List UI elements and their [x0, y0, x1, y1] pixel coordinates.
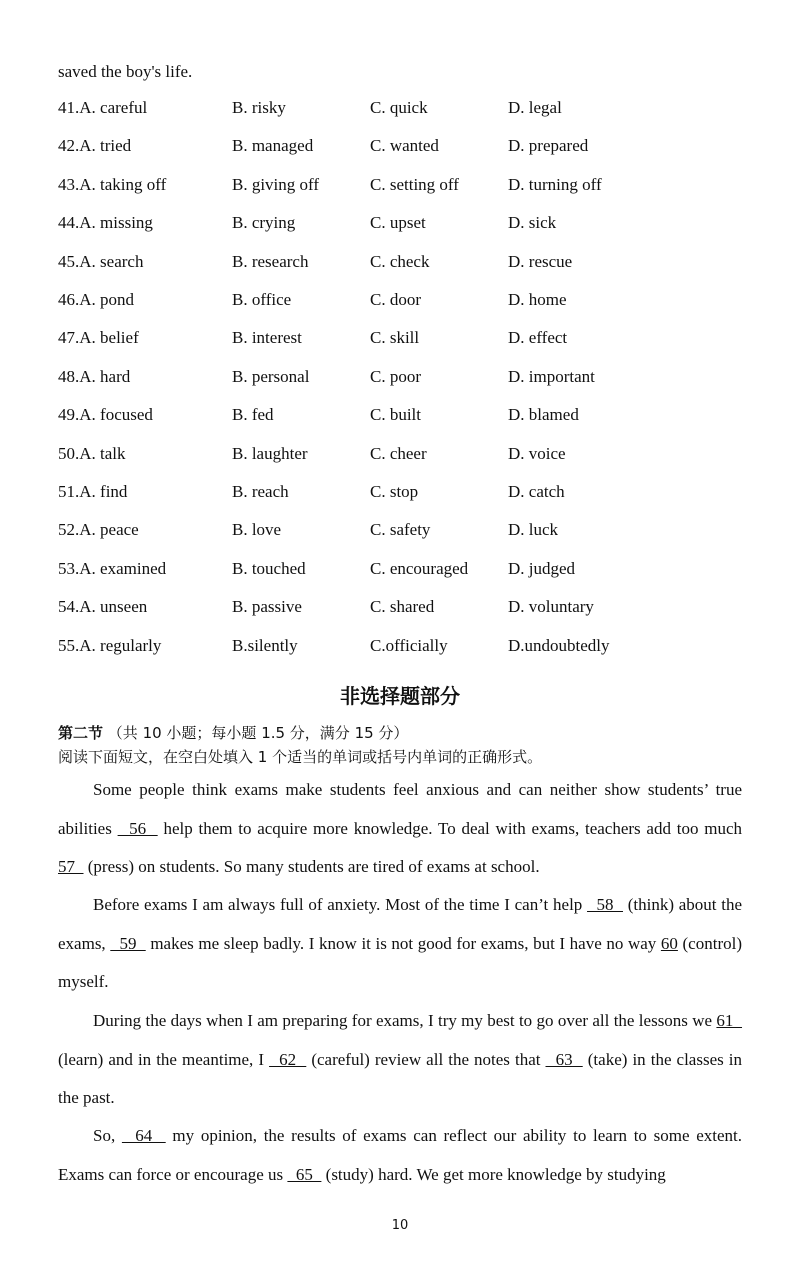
- option-c: C. encouraged: [370, 558, 469, 578]
- option-c: C. stop: [370, 482, 419, 501]
- blank-60: 60: [660, 933, 678, 953]
- blank-56: 56: [117, 818, 158, 838]
- option-a: 48.A. hard: [58, 366, 131, 386]
- paragraph-1: [58, 771, 742, 887]
- option-b: B. risky: [232, 98, 286, 117]
- instruction: 阅读下面短文，在空白处填入 1 个适当的单词或括号内单词的正确形式。: [58, 748, 543, 766]
- blank-64: 64: [121, 1126, 166, 1145]
- text: makes me sleep badly. I know it is not good for exams, but I have no way: [145, 933, 661, 953]
- option-b: B. interest: [232, 328, 302, 348]
- blank-65: 65: [287, 1164, 322, 1184]
- text: (take) in the classes in the past.: [58, 1049, 743, 1107]
- question-row: [0, 98, 800, 122]
- question-row: [0, 597, 800, 621]
- option-c: C. poor: [370, 366, 421, 386]
- text: Some people think exams make students feel anxious and can neither show students’ true abilities: [58, 780, 742, 838]
- option-a: 43.A. taking off: [58, 174, 167, 194]
- section-info: （共 10 小题；每小题 1.5 分，满分 15 分）: [107, 724, 409, 742]
- question-row: [0, 252, 800, 276]
- question-row: [0, 405, 800, 429]
- option-d: D. prepared: [508, 136, 589, 156]
- option-a: 54.A. unseen: [58, 597, 148, 617]
- option-c: C. cheer: [370, 443, 427, 463]
- section-title: 第二节: [58, 724, 104, 742]
- blank-61: 61: [716, 1011, 743, 1030]
- option-b: B. reach: [232, 482, 289, 501]
- blank-57: 57: [58, 857, 84, 876]
- page-number: 10: [391, 1218, 409, 1233]
- question-row: [0, 444, 800, 468]
- option-c: C. built: [370, 405, 422, 425]
- option-b: B. research: [232, 251, 309, 271]
- option-a: 52.A. peace: [58, 520, 139, 540]
- option-a: 41.A. careful: [58, 98, 148, 117]
- section-header: [58, 722, 408, 743]
- option-b: B. love: [232, 520, 282, 540]
- option-c: C. check: [370, 251, 430, 271]
- option-d: D. voluntary: [508, 597, 594, 617]
- text: Before exams I am always full of anxiety. Most of the time I can’t help: [93, 895, 588, 914]
- text: (control) myself.: [58, 933, 742, 991]
- text: (think) about the exams,: [58, 895, 743, 953]
- text: (press) on students. So many students are tired of exams at school.: [83, 857, 540, 876]
- option-d: D. home: [508, 290, 567, 309]
- option-d: D. voice: [508, 443, 566, 463]
- text: (careful) review all the notes that: [306, 1049, 546, 1069]
- option-b: B. personal: [232, 366, 310, 386]
- option-a: 55.A. regularly: [58, 635, 162, 655]
- part-heading: 非选择题部分: [340, 684, 460, 708]
- option-c: C. door: [370, 290, 421, 309]
- option-c: C.officially: [370, 635, 448, 655]
- option-c: C. wanted: [370, 136, 439, 156]
- blank-63: 63: [545, 1049, 583, 1069]
- option-d: D. sick: [508, 213, 557, 233]
- option-b: B. office: [232, 290, 292, 309]
- text: (learn) and in the meantime, I: [58, 1049, 270, 1069]
- option-d: D. rescue: [508, 251, 573, 271]
- paragraph-2: [58, 886, 742, 1002]
- option-c: C. safety: [370, 520, 431, 540]
- option-d: D. legal: [508, 98, 562, 117]
- option-d: D. blamed: [508, 405, 579, 425]
- option-a: 49.A. focused: [58, 405, 153, 425]
- option-c: C. quick: [370, 98, 428, 117]
- option-a: 53.A. examined: [58, 558, 167, 578]
- question-row: [0, 367, 800, 391]
- paragraph-4: [58, 1117, 742, 1194]
- option-c: C. skill: [370, 328, 420, 348]
- option-d: D. catch: [508, 482, 565, 501]
- question-row: [0, 175, 800, 199]
- option-a: 50.A. talk: [58, 443, 126, 463]
- option-a: 42.A. tried: [58, 136, 132, 156]
- option-a: 45.A. search: [58, 251, 144, 271]
- option-b: B. crying: [232, 213, 296, 233]
- option-d: D. luck: [508, 520, 559, 540]
- question-row: [0, 328, 800, 352]
- option-d: D. turning off: [508, 174, 602, 194]
- option-d: D.undoubtedly: [508, 635, 610, 655]
- text: my opinion, the results of exams can reflect our ability to learn to some extent. Exams can force or encourage us: [58, 1126, 742, 1184]
- option-d: D. judged: [508, 558, 576, 578]
- option-c: C. setting off: [370, 174, 459, 194]
- question-row: [0, 636, 800, 660]
- option-a: 44.A. missing: [58, 213, 153, 233]
- option-c: C. shared: [370, 597, 435, 617]
- option-d: D. important: [508, 366, 595, 386]
- text: help them to acquire more knowledge. To deal with exams, teachers add too much: [157, 818, 743, 838]
- option-b: B. giving off: [232, 174, 320, 194]
- question-row: [0, 559, 800, 583]
- question-row: [0, 290, 800, 314]
- option-b: B.silently: [232, 635, 298, 655]
- option-b: B. laughter: [232, 443, 308, 463]
- option-c: C. upset: [370, 213, 426, 233]
- option-a: 47.A. belief: [58, 328, 139, 348]
- paragraph-3: [58, 1002, 742, 1118]
- text: So,: [93, 1126, 122, 1145]
- question-row: [0, 520, 800, 544]
- blank-59: 59: [110, 933, 146, 953]
- option-a: 46.A. pond: [58, 290, 135, 309]
- option-b: B. managed: [232, 136, 314, 156]
- question-row: [0, 213, 800, 237]
- blank-62: 62: [269, 1049, 307, 1069]
- option-b: B. touched: [232, 558, 306, 578]
- option-d: D. effect: [508, 328, 568, 348]
- blank-58: 58: [587, 895, 623, 914]
- option-a: 51.A. find: [58, 482, 128, 501]
- question-row: [0, 482, 800, 506]
- option-b: B. fed: [232, 405, 274, 425]
- text: (study) hard. We get more knowledge by studying: [321, 1164, 666, 1184]
- question-row: [0, 136, 800, 160]
- option-b: B. passive: [232, 597, 302, 617]
- passage-continuation: saved the boy's life.: [58, 62, 193, 81]
- text: During the days when I am preparing for exams, I try my best to go over all the lessons we: [93, 1011, 717, 1030]
